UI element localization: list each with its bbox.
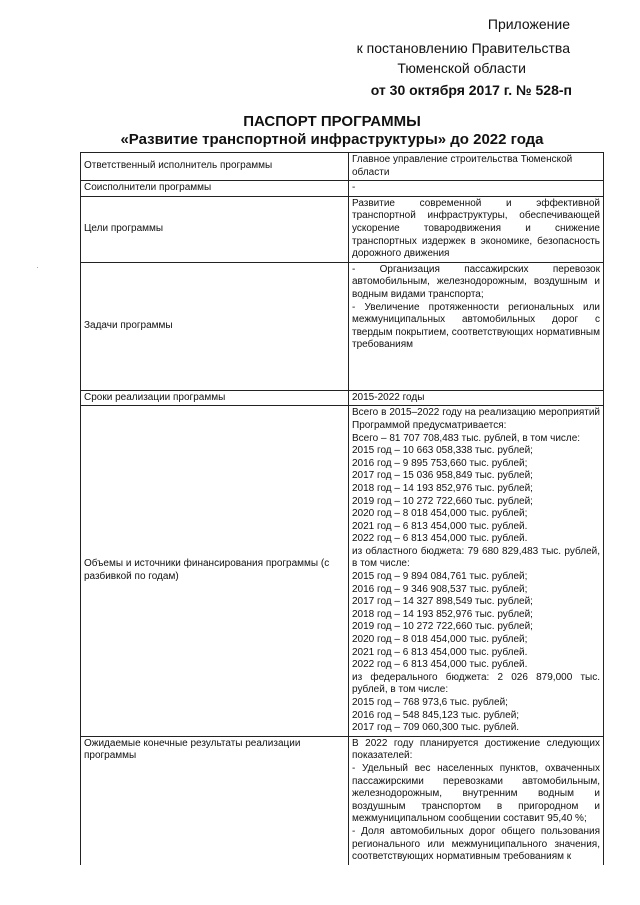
resolution-date: от 30 октября 2017 г. № 528-п: [370, 82, 572, 98]
year-amount: 2022 год – 6 813 454,000 тыс. рублей.: [352, 659, 528, 671]
row-label: Соисполнители программы: [81, 181, 349, 197]
year-amount: 2018 год – 14 193 852,976 тыс. рублей;: [352, 482, 533, 494]
funding-regional: из областного бюджета: 79 680 829,483 тыс. рублей, в том числе:: [352, 545, 600, 570]
task-item: - Организация пассажирских перевозок автомобильным, железнодорожным, воздушным и водным видами транспорта;: [352, 263, 600, 300]
task-item: - Увеличение протяженности региональных или межмуниципальных автомобильных дорог с твердым покрытием, соответствующих нормативным требованиям: [352, 301, 600, 351]
row-label: Сроки реализации программы: [81, 390, 349, 406]
row-value: Развитие современной и эффективной транспортной инфраструктуры, обеспечивающей ускорение товародвижения и снижение транспортных издержек в экономике, безопасность дорожного движения: [349, 196, 604, 262]
table-row: [81, 736, 604, 864]
passport-table: [80, 152, 604, 865]
row-value: [349, 736, 604, 864]
row-label: Объемы и источники финансирования программы (с разбивкой по годам): [81, 406, 349, 736]
row-value: [349, 262, 604, 390]
year-amount: 2017 год – 15 036 958,849 тыс. рублей;: [352, 470, 533, 482]
year-amount: 2019 год – 10 272 722,660 тыс. рублей;: [352, 621, 533, 633]
funding-total: Всего – 81 707 708,483 тыс. рублей, в том числе:: [352, 432, 581, 444]
result-item: - Удельный вес населенных пунктов, охваченных пассажирскими перевозками автомобильным, железнодорожным, внутренним водным и воздушным транспортом в пригородном и межмуниципальном сообщении составит 95,40 %;: [352, 762, 600, 825]
year-amount: 2017 год – 14 327 898,549 тыс. рублей;: [352, 596, 533, 608]
year-amount: 2019 год – 10 272 722,660 тыс. рублей;: [352, 495, 533, 507]
year-amount: 2022 год – 6 813 454,000 тыс. рублей.: [352, 533, 528, 545]
row-value: -: [349, 181, 604, 197]
row-label: Ответственный исполнитель программы: [81, 153, 349, 181]
funding-intro: Всего в 2015–2022 году на реализацию мероприятий Программой предусматривается:: [352, 407, 600, 431]
year-amount: 2016 год – 9 895 753,660 тыс. рублей;: [352, 457, 528, 469]
table-row: [81, 196, 604, 262]
results-intro: В 2022 году планируется достижение следующих показателей:: [352, 737, 600, 762]
row-value: Главное управление строительства Тюменской области: [349, 153, 604, 181]
row-label: Задачи программы: [81, 262, 349, 390]
document-title: ПАСПОРТ ПРОГРАММЫ: [243, 113, 421, 130]
row-value: 2015-2022 годы: [349, 390, 604, 406]
year-amount: 2016 год – 548 845,123 тыс. рублей;: [352, 709, 520, 721]
region-line: Тюменской области: [397, 60, 526, 76]
year-amount: 2020 год – 8 018 454,000 тыс. рублей;: [352, 634, 528, 646]
program-name: «Развитие транспортной инфраструктуры» до 2022 года: [120, 131, 544, 148]
year-amount: 2016 год – 9 346 908,537 тыс. рублей;: [352, 583, 528, 595]
table-row: [81, 262, 604, 390]
table-row: [81, 390, 604, 406]
appendix-label: Приложение: [487, 16, 570, 32]
table-row: [81, 181, 604, 197]
resolution-line: к постановлению Правительства: [356, 40, 570, 56]
year-amount: 2015 год – 768 973,6 тыс. рублей;: [352, 697, 508, 708]
year-amount: 2021 год – 6 813 454,000 тыс. рублей.: [352, 646, 528, 658]
year-amount: 2017 год – 709 060,300 тыс. рублей.: [352, 722, 520, 734]
year-amount: 2018 год – 14 193 852,976 тыс. рублей;: [352, 608, 533, 620]
year-amount: 2015 год – 9 894 084,761 тыс. рублей;: [352, 571, 528, 583]
row-label: Цели программы: [81, 196, 349, 262]
year-amount: 2015 год – 10 663 058,338 тыс. рублей;: [352, 445, 533, 457]
year-amount: 2021 год – 6 813 454,000 тыс. рублей.: [352, 520, 528, 532]
row-label: Ожидаемые конечные результаты реализации программы: [81, 736, 349, 864]
table-row: [81, 406, 604, 736]
margin-mark: ·: [36, 262, 39, 272]
table-row: [81, 153, 604, 181]
result-item: - Доля автомобильных дорог общего пользования регионального или межмуниципального значения, соответствующих нормативным требованиям к: [352, 825, 600, 863]
year-amount: 2020 год – 8 018 454,000 тыс. рублей;: [352, 508, 528, 520]
row-value: [349, 406, 604, 736]
funding-federal: из федерального бюджета: 2 026 879,000 тыс. рублей, в том числе:: [352, 671, 600, 696]
